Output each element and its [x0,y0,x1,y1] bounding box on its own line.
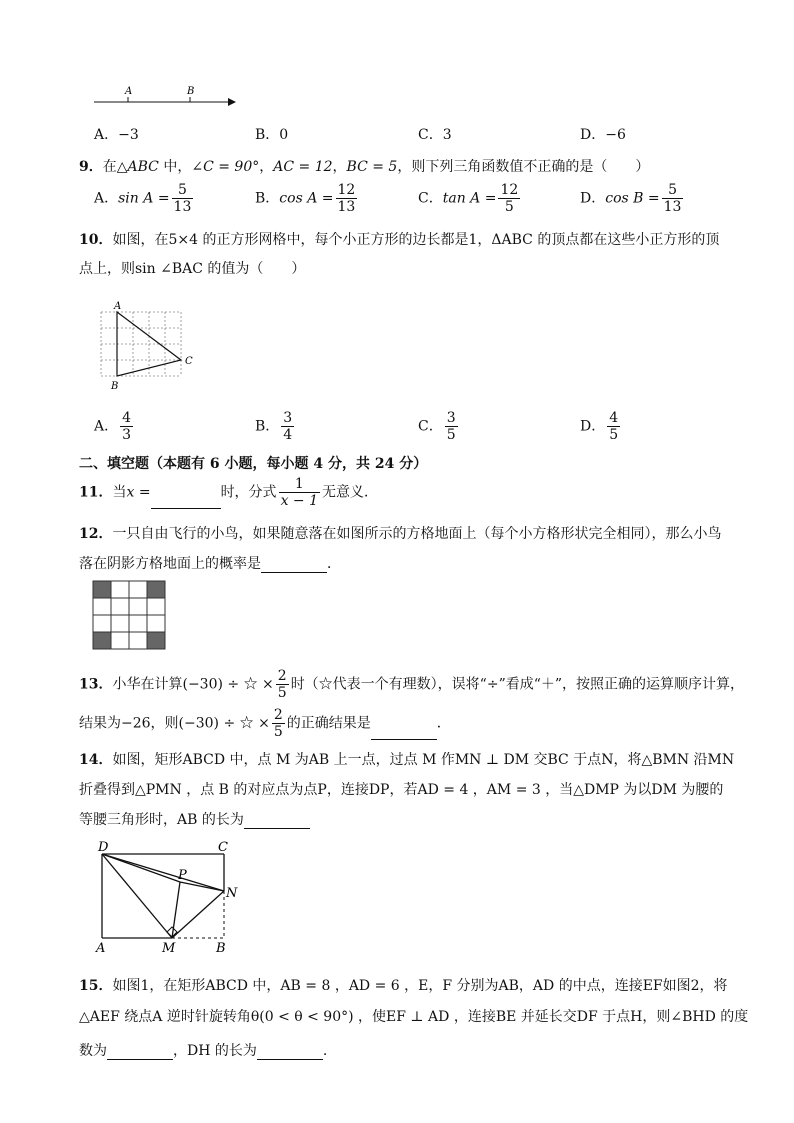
q8-option-b[interactable]: B．0 [255,127,289,143]
number-line-arrow [228,98,236,106]
q8-option-a[interactable]: A．−3 [94,127,139,143]
label-b: B [111,381,119,392]
q8-option-d[interactable]: D．−6 [580,127,626,143]
segment-mp [172,882,180,938]
label-a: A [125,86,133,97]
q14-stem-line3: 等腰三角形时，AB 的长为 [79,809,310,829]
svg-text:B: B [216,941,226,956]
question-number: 9． [79,159,103,175]
svg-text:M: M [162,941,176,956]
q10-stem-line2: 点上，则sin ∠BAC 的值为（ ） [79,261,306,277]
segment-dn [102,854,224,891]
answer-blank[interactable] [151,494,221,509]
q11-stem: 11．当x = 时，分式 $\frac{1}{x - 1}$ 无意义． [79,476,378,509]
q10-grid-figure [96,300,206,395]
shaded-tile [93,581,111,598]
svg-text:A: A [96,941,106,956]
answer-blank-angle[interactable] [107,1045,173,1060]
shaded-tile [93,632,111,649]
answer-blank[interactable] [371,725,437,740]
svg-text:D: D [98,840,109,855]
q10-option-d[interactable]: D． $\frac{4}{5}$ [580,410,619,443]
q10-option-b[interactable]: B． $\frac{3}{4}$ [255,410,293,443]
svg-text:N: N [226,886,238,901]
answer-blank[interactable] [244,814,310,829]
shaded-tile [147,581,165,598]
q14-stem-line2: 折叠得到△PMN ，点 B 的对应点为点P，连接DP，若AD = 4 ，AM = 3 ，当△DMP 为以DM 为腰的 [79,782,724,798]
q9-stem: 9．在△ABC 中，∠C = 90°，AC = 12，BC = 5，则下列三角函数值不正确的是（ ） [79,159,650,175]
number-line-figure [90,82,240,112]
q12-stem-line2: 落在阴影方格地面上的概率是 ． [79,556,341,572]
section-title: 二、填空题（本题有 6 小题，每小题 4 分，共 24 分） [79,456,428,472]
q14-rectangle-figure [92,838,252,956]
q9-option-a[interactable]: A．sin A = $\frac{5}{13}$ [94,182,192,215]
label-c: C [185,356,193,367]
q14-stem-line1: 14．如图，矩形ABCD 中，点 M 为AB 上一点，过点 M 作MN ⊥ DM 交BC 于点N，将△BMN 沿MN [79,752,735,768]
svg-text:C: C [218,840,228,855]
q9-option-b[interactable]: B．cos A = $\frac{12}{13}$ [255,182,356,215]
shaded-tile [147,632,165,649]
segment-pn [180,882,224,891]
q12-tile-grid [92,580,170,652]
q15-stem-line1: 15．如图1，在矩形ABCD 中，AB = 8 ，AD = 6 ，E，F 分别为AB，AD 的中点，连接EF如图2，将 [79,978,728,994]
svg-text:P: P [178,868,187,883]
grid-lines [101,312,181,376]
q10-stem-line1: 10．如图，在5×4 的正方形网格中，每个小正方形的边长都是1，ΔABC 的顶点都在这些小正方形的顶 [79,232,720,248]
q8-option-c[interactable]: C．3 [418,127,452,143]
q10-option-c[interactable]: C． $\frac{3}{5}$ [418,410,456,443]
q13-stem-line2: 结果为−26，则(−30) ÷ ☆ × $\frac{2}{5}$ 的正确结果是 ． [79,707,451,740]
segment-mn [172,891,224,938]
q9-option-c[interactable]: C．tan A = $\frac{12}{5}$ [418,182,519,215]
answer-blank-length[interactable] [257,1045,323,1060]
q10-option-a[interactable]: A． $\frac{4}{3}$ [94,410,132,443]
label-a: A [114,301,122,312]
label-b: B [187,86,195,97]
q13-stem-line1: 13．小华在计算(−30) ÷ ☆ × $\frac{2}{5}$ 时（☆代表一个有理数），误将“÷”看成“＋”，按照正确的运算顺序计算， [79,668,745,701]
q15-stem-line2: △AEF 绕点A 逆时针旋转角θ(0 < θ < 90°) ，使EF ⊥ AD ，连接BE 并延长交DF 于点H，则∠BHD 的度 [79,1009,749,1025]
q12-stem-line1: 12．一只自由飞行的小鸟，如果随意落在如图所示的方格地面上（每个小方格形状完全相同），那么小鸟 [79,526,722,542]
answer-blank[interactable] [261,558,327,573]
q9-option-d[interactable]: D．cos B = $\frac{5}{13}$ [580,182,682,215]
q15-stem-line3: 数为 ，DH 的长为 . [79,1043,328,1059]
